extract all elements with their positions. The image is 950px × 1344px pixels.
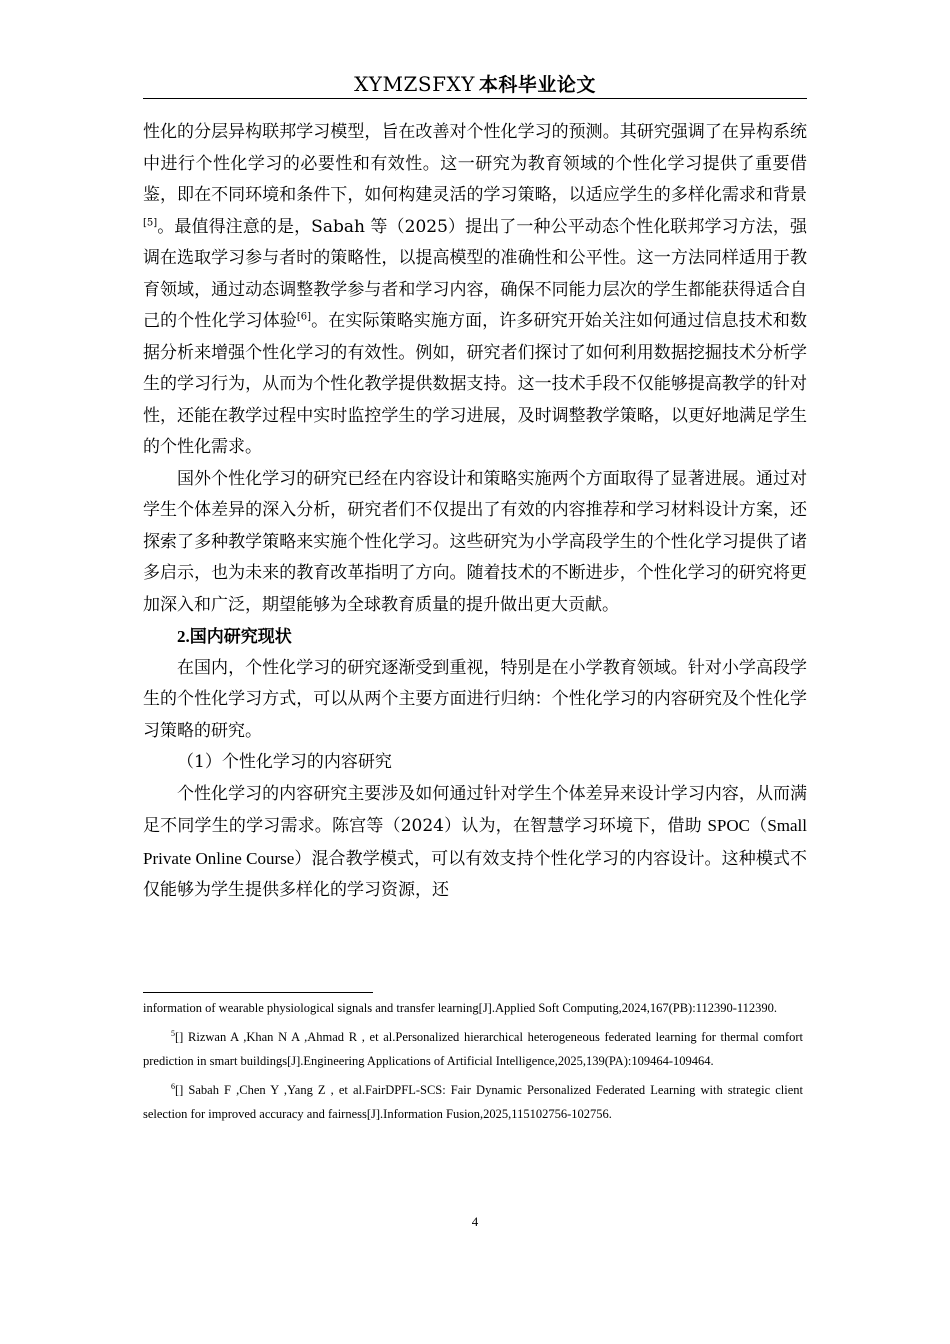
body-text [143,117,807,907]
paragraph-4-spoc: SPOC（Small Private Online Course） [143,816,807,868]
page-number: 4 [471,1214,479,1229]
section-heading: 2.国内研究现状 [177,627,292,646]
paragraph-1-part-c: 。在实际策略实施方面，许多研究开始关注如何通过信息技术和数据分析来增强个性化学习的有效性。例如，研究者们探讨了如何利用数据挖掘技术分析学生的学习行为，从而为个性化教学提供数据支持。这一技术手段不仅能够提高教学的针对性，还能在教学过程中实时监控学生的学习进展，及时调整教学策略，以更好地满足学生的个性化需求。 [143,311,807,457]
paragraph-1-part-b: 。最值得注意的是，Sabah 等（2025）提出了一种公平动态个性化联邦学习方法，强调在选取学习参与者时的策略性，以提高模型的准确性和公平性。这一方法同样适用于教育领域，通过动态调整教学参与者和学习内容，确保不同能力层次的学生都能获得适合自己的个性化学习体验 [143,216,807,331]
header-rule [143,98,807,99]
paragraph-4 [143,779,807,907]
footnote-5-mark: 5 [171,1028,175,1038]
subsection-heading: （1）个性化学习的内容研究 [177,752,392,772]
footnote-6-mark: 6 [171,1081,175,1091]
paragraph-4-part-b: 混合教学模式，可以有效支持个性化学习的内容设计。这种模式不仅能够为学生提供多样化的学习资源，还 [143,848,807,900]
paragraph-1 [143,117,807,464]
footnote-rule [143,992,373,993]
footnote-6 [143,1078,803,1127]
paragraph-4-part-a: 个性化学习的内容研究主要涉及如何通过针对学生个体差异来设计学习内容，从而满足不同学生的学习需求。陈宫等（2024）认为，在智慧学习环境下，借助 [143,783,807,836]
paragraph-2: 国外个性化学习的研究已经在内容设计和策略实施两个方面取得了显著进展。通过对学生个体差异的深入分析，研究者们不仅提出了有效的内容推荐和学习材料设计方案，还探索了多种教学策略来实施个性化学习。这些研究为小学高段学生的个性化学习提供了诸多启示，也为未来的教育改革指明了方向。随着技术的不断进步，个性化学习的研究将更加深入和广泛，期望能够为全球教育质量的提升做出更大贡献。 [143,468,807,615]
footnote-5-text: [] Rizwan A ,Khan N A ,Ahmad R , et al.Personalized hierarchical heterogeneous federated learning for thermal comfort prediction in smart buildings[J].Engineering Applications of Artificial Intelligence,2025,139(PA):109464-109464. [143,1029,803,1068]
running-header [143,70,807,99]
paragraph-3: 在国内，个性化学习的研究逐渐受到重视，特别是在小学教育领域。针对小学高段学生的个性化学习方式，可以从两个主要方面进行归纳：个性化学习的内容研究及个性化学习策略的研究。 [143,657,807,741]
footnote-5 [143,1025,803,1074]
paragraph-1-part-a: 性化的分层异构联邦学习模型，旨在改善对个性化学习的预测。其研究强调了在异构系统中进行个性化学习的必要性和有效性。这一研究为教育领域的个性化学习提供了重要借鉴，即在不同环境和条件下，如何构建灵活的学习策略，以适应学生的多样化需求和背景 [143,122,807,205]
header-subtitle: 本科毕业论文 [478,74,596,96]
citation-6: [6] [296,311,312,323]
footnote-continuation: information of wearable physiological signals and transfer learning[J].Applied Soft Computing,2024,167(PB):112390-112390. [143,1001,778,1015]
header-title: XYMZSFXY [354,72,475,96]
footnotes [143,996,803,1127]
citation-5: [5] [143,216,158,228]
footnote-6-text: [] Sabah F ,Chen Y ,Yang Z , et al.FairDPFL-SCS: Fair Dynamic Personalized Federated Learning with strategic client selection for improved accuracy and fairness[J].Information Fusion,2025,115102756-102756. [143,1082,803,1121]
